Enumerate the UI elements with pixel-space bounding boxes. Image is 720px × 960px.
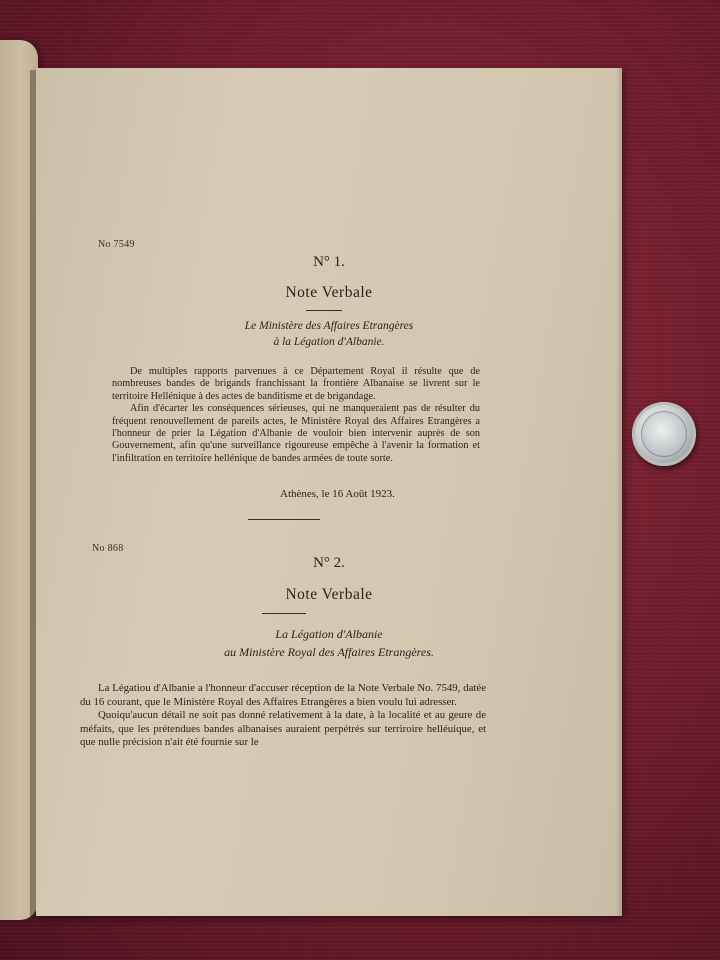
note1-body — [112, 366, 480, 465]
coin-face — [641, 411, 687, 457]
note1-addressee-line1: Le Ministère des Affaires Etrangères — [244, 320, 414, 332]
note2-reference: No 868 — [92, 543, 124, 554]
document-page — [36, 68, 622, 916]
note2-body — [80, 682, 486, 750]
note1-title: Note Verbale — [285, 284, 373, 301]
note2-paragraph-1: La Légatiou d'Albanie a l'honneur d'accuser réception de la Note Verbale No. 7549, datée du 16 courant, que le Ministère Royal des Affaires Etrangères a bien voulu lui adresser. — [80, 682, 486, 708]
note1-paragraph-1: De multiples rapports parvenues à ce Département Royal il résulte que de nombreuses bandes de brigands franchissant la frontière Albanaise se livrent sur le territoire Hellénique à des actes de banditisme et de brigandage. — [112, 366, 480, 402]
coin-object — [632, 402, 696, 466]
note1-addressee — [36, 318, 622, 350]
note2-addressee-line1: La Légation d'Albanie — [275, 627, 383, 641]
note1-signature: Athènes, le 16 Août 1923. — [280, 488, 395, 500]
note1-number: N° 1. — [313, 254, 345, 270]
note2-title: Note Verbale — [285, 586, 373, 603]
note2-number: N° 2. — [313, 555, 345, 571]
page-edge-shadow — [616, 68, 622, 916]
note1-title-rule — [306, 310, 342, 311]
note1-addressee-line2: à la Légation d'Albanie. — [273, 336, 385, 348]
section-divider — [248, 519, 320, 520]
note1-reference: No 7549 — [98, 239, 135, 250]
note1-paragraph-2: Afin d'écarter les conséquences sérieuses, qui ne manqueraient pas de résulter du fréquent renouvellement de pareils actes, le Ministère Royal des Affaires Etrangères a l'honneur de prier la Légation d'Albanie de vouloir bien intervenir auprès de son Gouvernement, afin qu'une surveillance rigoureuse empêche à l'avenir la formation et l'infiltration en territoire hellénique de bandes armées de toute sorte. — [112, 403, 480, 464]
note2-title-rule — [262, 613, 306, 614]
note2-addressee-line2: au Ministère Royal des Affaires Etrangères. — [224, 645, 434, 659]
note2-paragraph-2: Quoiqu'aucun détail ne soit pas donné relativement à la date, à la localité et au geure de méfaits, que les prétendues bandes albanaises auraient perpétrés sur terriroire helléuique, et que nulle précision n'ait été fournie sur le — [80, 709, 486, 749]
note2-addressee — [36, 625, 622, 661]
